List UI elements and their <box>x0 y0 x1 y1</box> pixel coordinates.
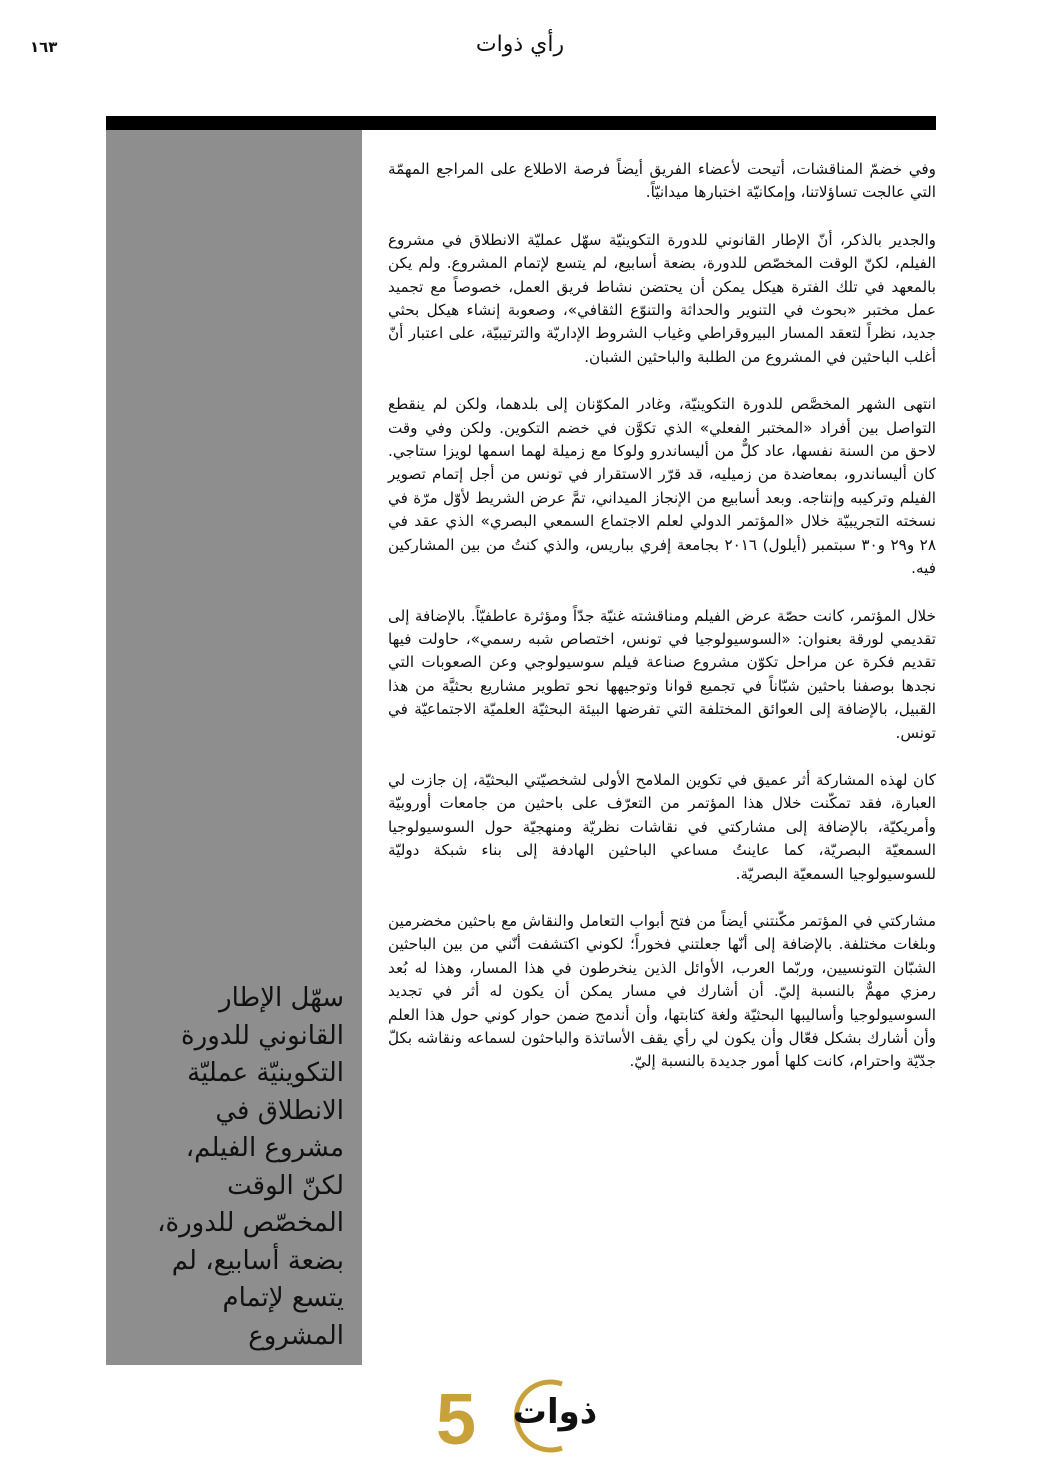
page-number: ١٦٣ <box>30 38 58 56</box>
paragraph: انتهى الشهر المخصَّص للدورة التكوينيّة، وغادر المكوّنان إلى بلدهما، ولكن لم ينقطع التواصل بين أفراد «المختبر الفعلي» الذي تكوَّن في خضم التكوين. ولكن وفي وقت لاحق من السنة نفسها، عاد كلٌّ من أليساندرو ولوكا مع زميلة لهما اسمها لويزا ستاجي. كان أليساندرو، بمعاضدة من زميليه، قد قرّر الاستقرار في تونس من أجل إتمام تصوير الفيلم وتركيبه وإنتاجه. وبعد أسابيع من الإنجاز الميداني، تمَّ عرض الشريط لأوّل مرّة في نسخته التجريبيّة خلال «المؤتمر الدولي لعلم الاجتماع السمعي البصري» الذي عقد في ٢٨ و٢٩ و٣٠ سبتمبر (أيلول) ٢٠١٦ بجامعة إفري بباريس، والذي كنتُ من بين المشاركين فيه. <box>388 395 936 578</box>
logo-numeral: 5 <box>435 1380 476 1460</box>
paragraph: وفي خضمّ المناقشات، أتيحت لأعضاء الفريق أيضاً فرصة الاطلاع على المراجع المهمّة التي عالجت تساؤلاتنا، وإمكانيّة اختبارها ميدانيّاً. <box>388 160 936 202</box>
paragraph: كان لهذه المشاركة أثر عميق في تكوين الملامح الأولى لشخصيّتي البحثيّة، إن جازت لي العبارة، فقد تمكّنت خلال هذا المؤتمر من التعرّف على باحثين من جامعات أوروبيّة وأمريكيّة، بالإضافة إلى مشاركتي في نقاشات نظريّة ومنهجيّة حول السوسيولوجيا السمعيّة البصريّة، كما عاينتُ مساعي الباحثين الهادفة إلى بناء شبكة دوليّة للسوسيولوجيا السمعيّة البصريّة. <box>388 770 936 883</box>
pull-quote: سهّل الإطار القانوني للدورة التكوينيّة عمليّة الانطلاق في مشروع الفيلم، لكنّ الوقت المخصّص للدورة، بضعة أسابيع، لم يتسع لإتمام المشروع <box>157 983 344 1351</box>
paragraph: خلال المؤتمر، كانت حصّة عرض الفيلم ومناقشته غنيّة جدّاً ومؤثرة عاطفيّاً. بالإضافة إلى تقديمي لورقة بعنوان: «السوسيولوجيا في تونس، اختصاص شبه رسمي»، حاولت فيها تقديم فكرة عن مراحل تكوّن مشروع صناعة فيلم سوسيولوجي وعن الصعوبات التي نجدها بوصفنا باحثين شبّاناً في تجميع قوانا وتوجيهها نحو تطوير مشاريع بحثيَّة من هذا القبيل، بالإضافة إلى العوائق المختلفة التي تفرضها البيئة البحثيّة العلميّة الاجتماعيّة في تونس. <box>388 606 936 742</box>
running-head: رأي ذوات <box>475 32 565 57</box>
article-body <box>388 158 936 1098</box>
paragraph: والجدير بالذكر، أنّ الإطار القانوني للدورة التكوينيّة سهّل عمليّة الانطلاق في مشروع الفيلم، لكنّ الوقت المخصّص للدورة، بضعة أسابيع، لم يتسع لإتمام المشروع. ولم يكن بالمعهد في تلك الفترة هيكل يمكن أن يحتضن نشاط فريق العمل، خصوصاً مع تجميد عمل مختبر «بحوث في التنوير والحداثة والتنوّع الثقافي»، وصعوبة إنشاء هيكل بحثي جديد، نظراً لتعقد المسار البيروقراطي وغياب الشروط الإداريّة والترتيبيّة، على اعتبار أنّ أغلب الباحثين في المشروع من الطلبة والباحثين الشبان. <box>388 230 936 366</box>
paragraph: مشاركتي في المؤتمر مكّنتني أيضاً من فتح أبواب التعامل والنقاش مع باحثين مخضرمين وبلغات مختلفة. بالإضافة إلى أنّها جعلتني فخوراً؛ لكوني اكتشفت أنّني من بين الباحثين الشبّان التونسيين، وربّما العرب، الأوائل الذين ينخرطون في هذا المسار، وهذا له بُعد رمزي مهمٌّ بالنسبة إليّ. أن أشارك في مسار يمكن أن يكون له أثر في تجديد السوسيولوجيا وأساليبها البحثيّة ولغة كتابتها، وأن أندمج ضمن حوار كوني حول هذا العلم وأن أشارك بشكل فعّال وأن يكون لي رأي يقف الأساتذة والباحثون لسماعه ونقاشه بكلّ جدّيّة واحترام، كانت كلها أمور جديدة بالنسبة إليّ. <box>388 911 936 1071</box>
top-rule <box>106 116 936 130</box>
logo <box>435 1378 620 1460</box>
logo-text: ذوات <box>512 1392 598 1432</box>
